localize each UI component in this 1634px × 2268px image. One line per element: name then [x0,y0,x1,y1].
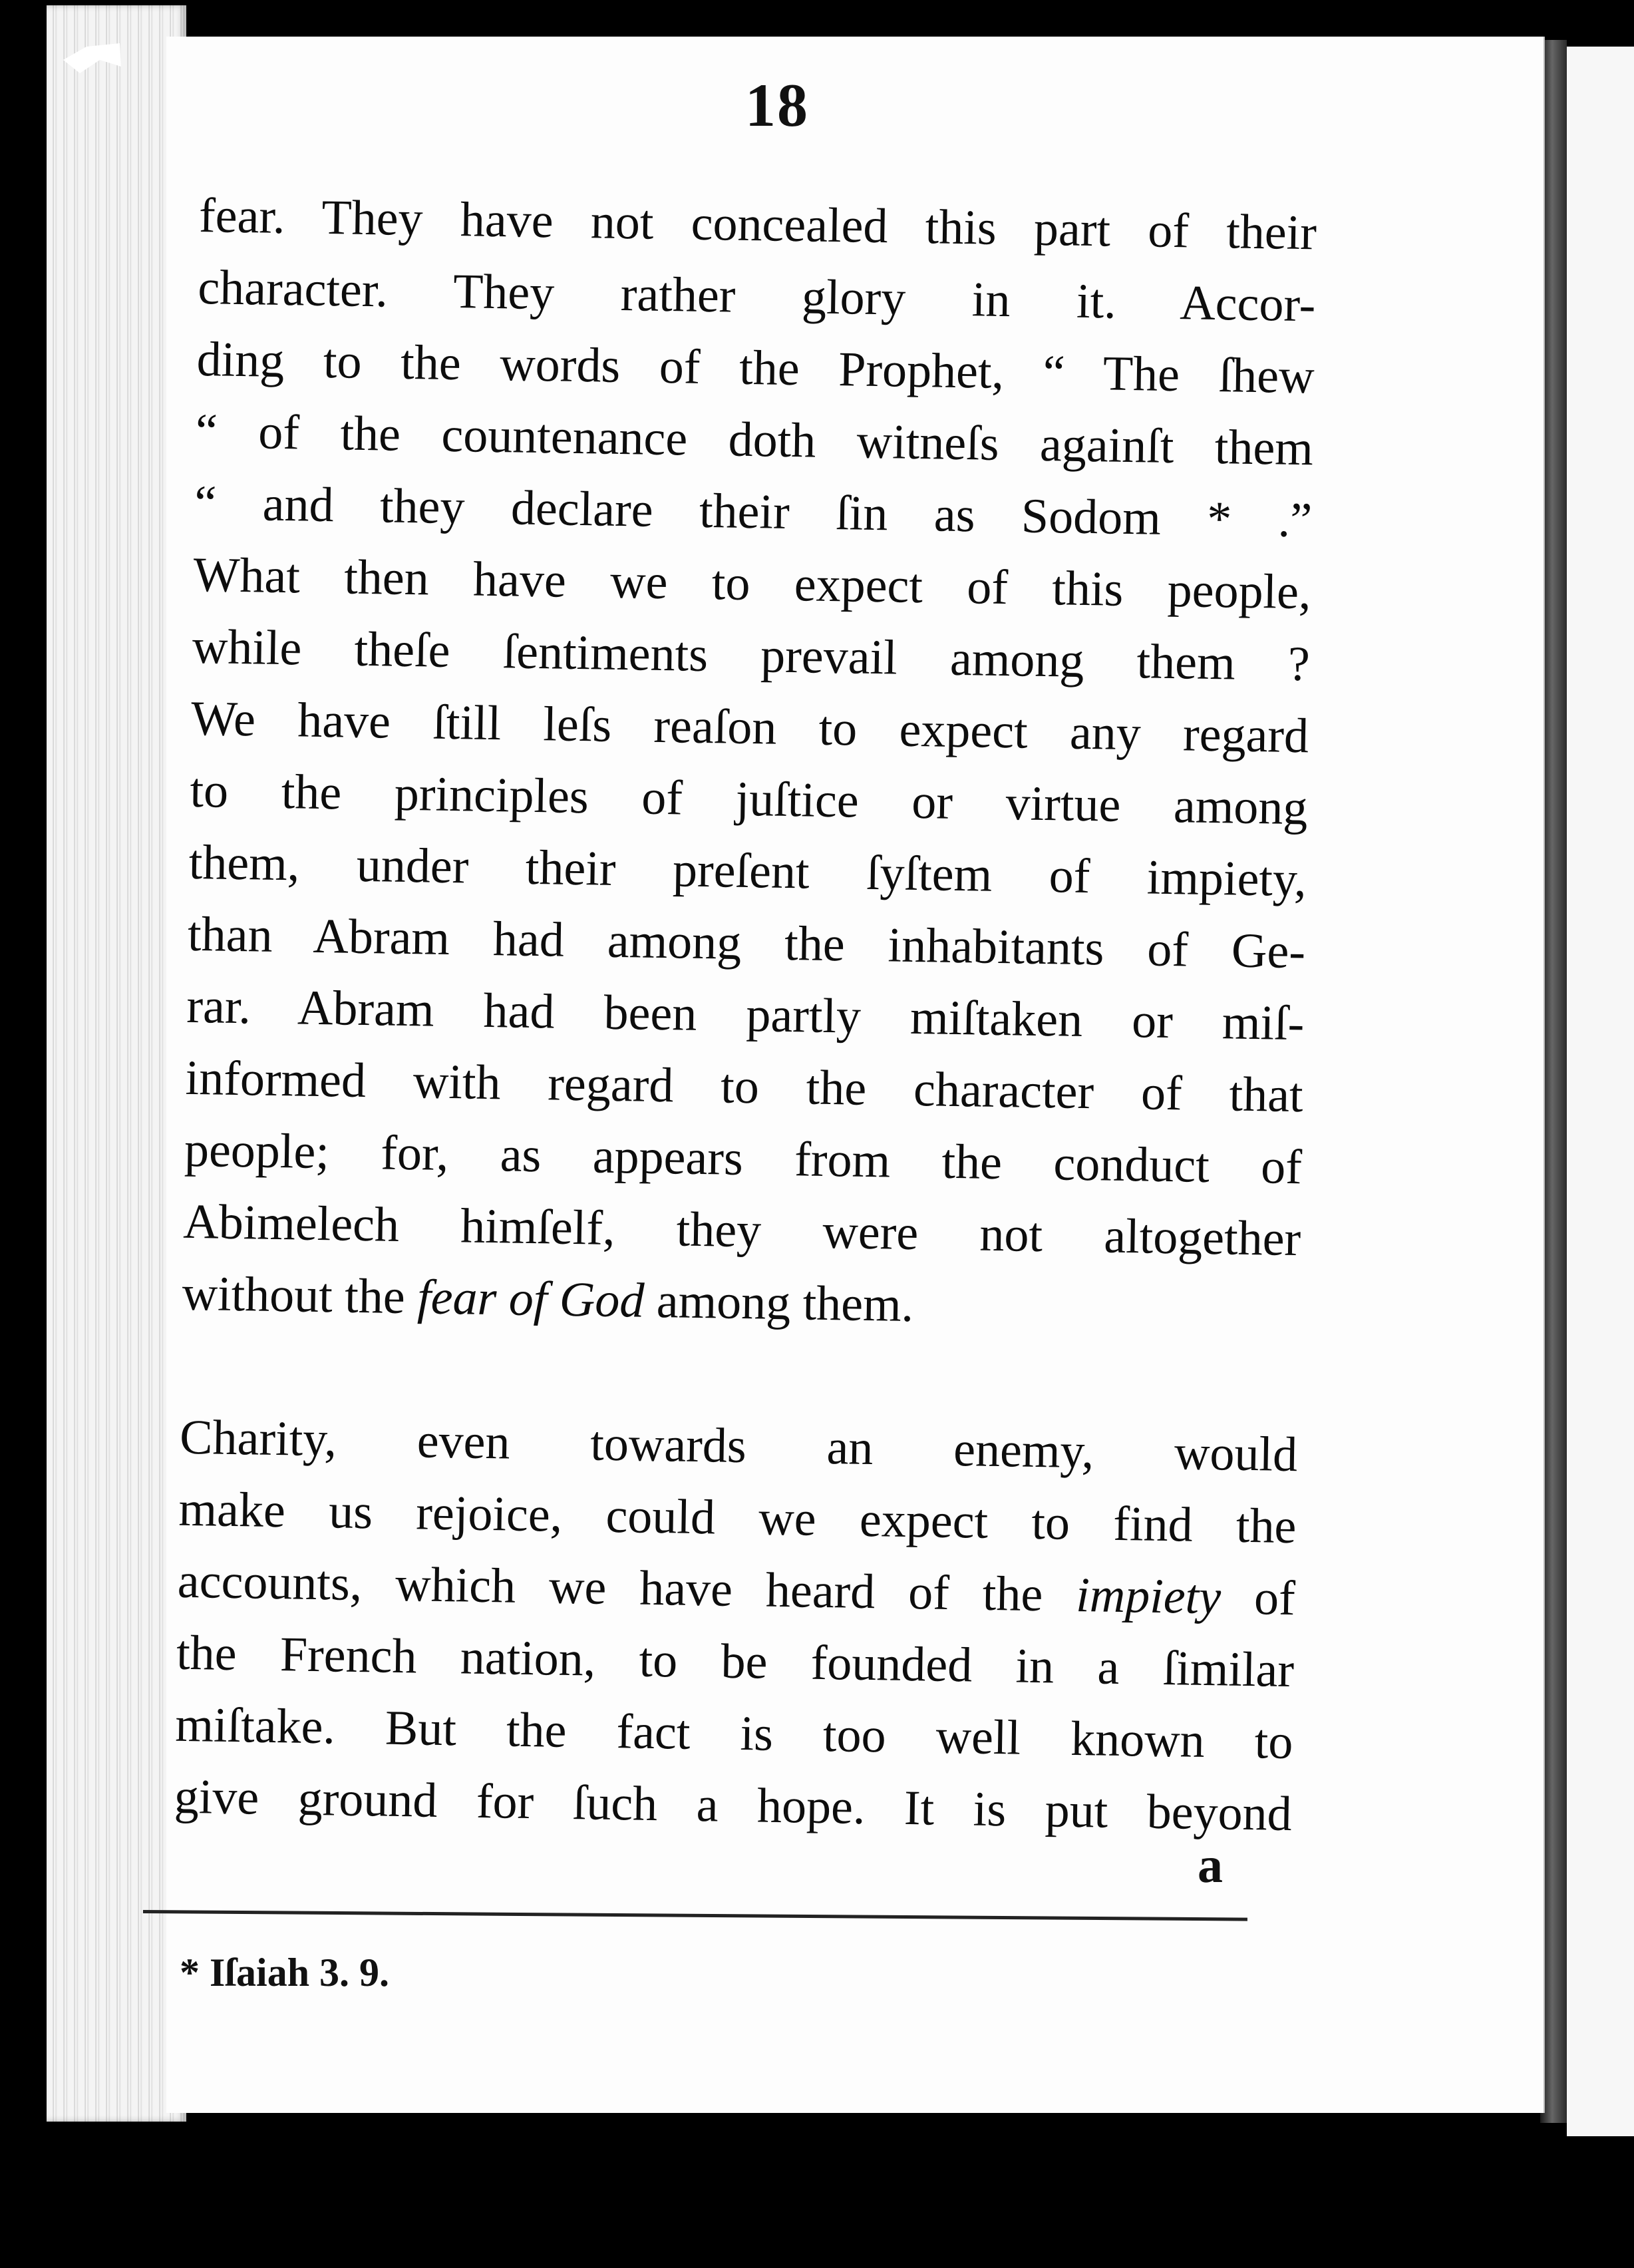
text-line: What then have we to expect of this people, [193,547,1312,620]
text-line: “ of the countenance doth witneſs againſt them [195,403,1314,476]
italic-phrase: fear of God [416,1270,645,1328]
text-line: the French nation, to be founded in a ſimilar [176,1625,1295,1698]
text-line: “ and they declare their ſin as Sodom * .” [194,475,1313,548]
text-segment: of [1220,1570,1296,1626]
text-line: rar. Abram had been partly miſtaken or miſ- [186,978,1305,1051]
text-line: ding to the words of the Prophet, “ The ſhew [196,331,1315,405]
catchword: a [1198,1837,1223,1893]
corner-tab-mark [60,40,123,77]
text-line: make us rejoice, could we expect to find the [178,1481,1297,1555]
italic-phrase: impiety [1075,1567,1222,1625]
text-segment: accounts, which we have heard of the [177,1553,1076,1622]
text-line: fear. They have not concealed this part of their [198,188,1317,261]
footnote: * Iſaiah 3. 9. [180,1951,390,1994]
text-line: character. They rather glory in it. Accor- [197,260,1316,333]
page-number: 18 [745,71,809,139]
page-edges [47,5,186,2122]
book-gutter [1540,40,1567,2123]
text-line: miſtake. But the fact is too well known to [174,1697,1293,1770]
text-line: them, under their preſent ſyſtem of impiety, [188,835,1307,908]
facing-page-edge [1567,47,1634,2136]
text-line: give ground for ſuch a hope. It is put beyond [174,1769,1293,1842]
text-line: informed with regard to the character of that [185,1050,1304,1123]
text-line: to the principles of juſtice or virtue among [189,763,1309,836]
text-line: people; for, as appears from the conduct of [184,1122,1303,1195]
body-text [174,180,1317,1850]
text-line: Abimelech himſelf, they were not altogether [182,1194,1301,1267]
text-line: than Abram had among the inhabitants of Ge- [187,906,1306,980]
text-line: We have ſtill leſs reaſon to expect any regard [190,691,1309,764]
text-line: Charity, even towards an enemy, would [179,1410,1298,1483]
text-segment: without the [182,1266,418,1325]
text-segment: among them. [643,1273,914,1333]
text-line: while theſe ſentiments prevail among them ? [192,619,1311,692]
